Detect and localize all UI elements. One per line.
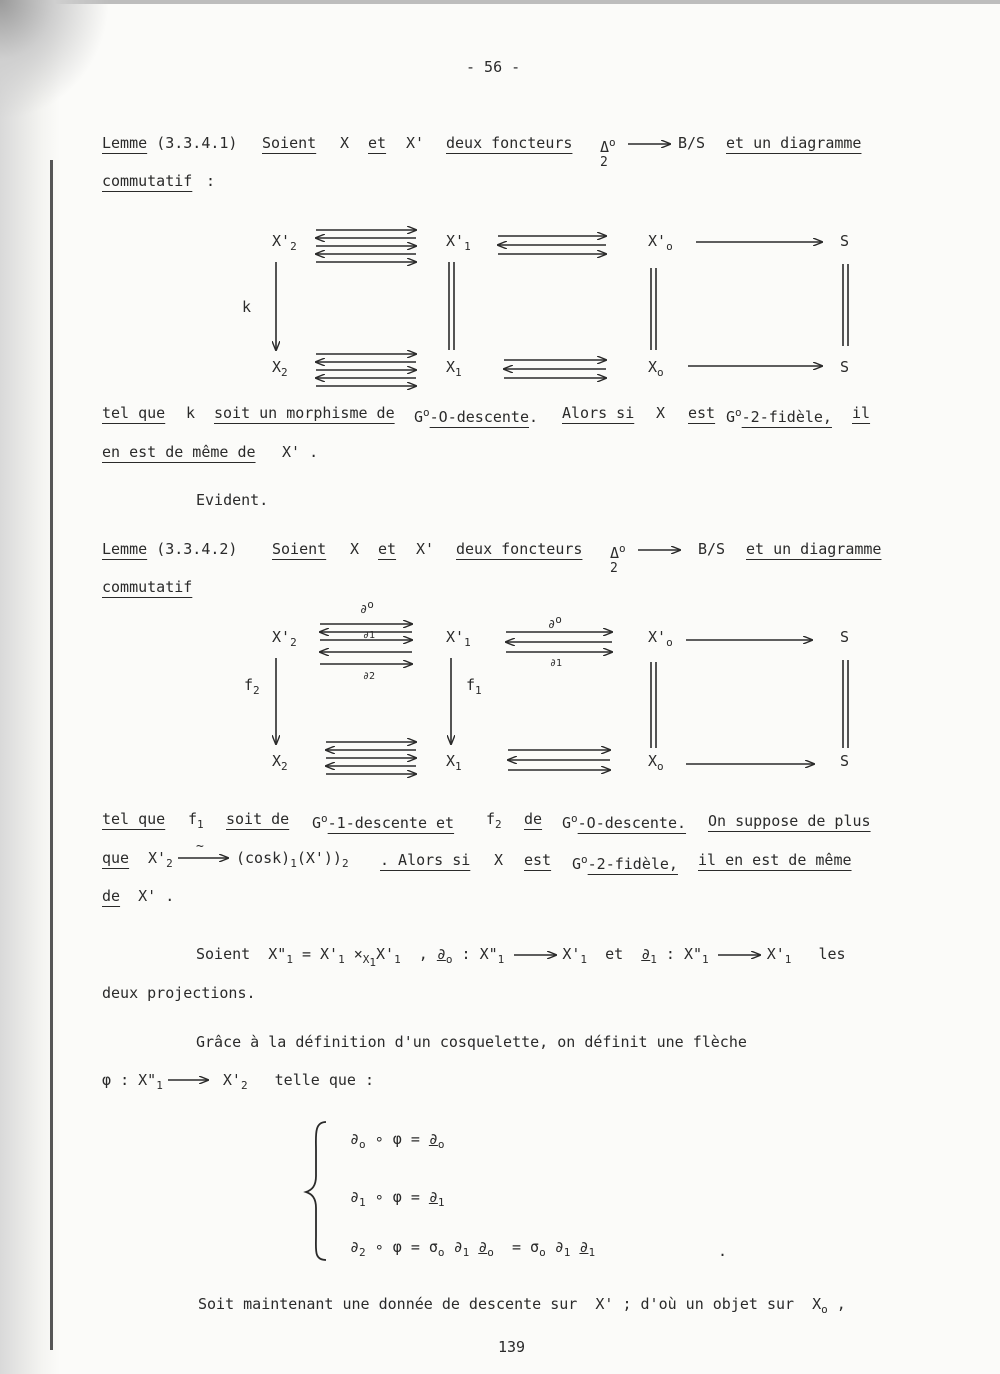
lemma2-g0-descente: $G^o-O$-descente. [562,812,687,832]
lemma2-tilde: ~ [196,839,204,854]
lemma1-delta-sub: 2 [600,155,608,170]
d2-partial-0-right: ∂$^o$ [548,613,562,631]
lemma2-label: Lemme [102,540,148,558]
lemma2-f2: $f_2$ [486,810,502,831]
d2-x0p: $X'_o$ [648,628,673,649]
d2-partial-1-right: ∂1 [550,658,563,669]
d2-partial-1-left: ∂1 [363,630,376,641]
d1-k: k [242,298,252,316]
lemma1-deux-foncteurs: deux foncteurs [446,134,573,152]
d1-x2: $X_2$ [272,358,288,379]
lemma2-il-en-est: il en est de même [698,851,852,869]
lemma2-number: (3.3.4.2) [156,540,238,558]
d1-x0p: $X'_o$ [648,232,673,253]
lemma2-x: X [350,540,360,558]
d2-partial-2-left: ∂2 [363,671,376,682]
lemma1-g2-fidele: $G^o-2$-fidèle, [726,406,832,426]
d2-s-top: S [840,628,850,646]
system-eq1: $\partial_o$ ∘ $\varphi = \partial_o$ [350,1130,445,1151]
page-number-top: - 56 - [466,58,521,76]
d2-x1: $X_1$ [446,752,462,773]
d2-x2: $X_2$ [272,752,288,773]
lemma2-g1-descente: $G^o-1$-descente et [312,812,455,832]
lemma1-alors-si: Alors si [562,404,635,422]
lemma2-que: que [102,849,130,867]
lemma1-et-un-diagramme: et un diagramme [726,134,862,152]
lemma1-bs: B/S [678,134,706,152]
page-number-bottom: 139 [498,1338,526,1356]
lemma1-soient: Soient [262,134,317,152]
lemma1-line2-x: X [656,404,666,422]
lemma2-delta-sub: 2 [610,561,618,576]
d1-x1: $X_1$ [446,358,462,379]
lemma1-line3-xp: X' . [282,443,319,461]
d2-x1p: $X'_1$ [446,628,471,649]
lemma1-k: k [186,404,196,422]
system-eq3: $\partial_2$ ∘ $\varphi = \sigma_o$ $\partial_1$ $\partial_o = \sigma_o$ $\partial_1$ $\partial_1$ [350,1238,596,1259]
phi-line: φ : $X"_1$ $X'_2$ telle que : [102,1071,374,1092]
d1-x1p: $X'_1$ [446,232,471,253]
lemma2-soit-de: soit de [226,810,290,828]
lemma1-est: est [688,404,716,422]
lemma2-xp: X' [416,540,435,558]
lemma1-delta: $\Delta^o$ [600,136,616,156]
d2-partial-0-left: ∂$^o$ [360,598,374,616]
lemma2-on-suppose: On suppose de plus [708,812,871,830]
soient-line: Soient $X"_1 = X'_1 \times_{X_1}X'_1$ , $\partial_o$ : $X"_1$ $X'_1$ et $\partial_1$ : $X"_1$ $X'_1$ les [196,945,846,970]
lemma2-et-un-diagramme: et un diagramme [746,540,882,558]
evident: Evident. [196,491,269,509]
lemma2-est: est [524,851,552,869]
d1-s-top: S [840,232,850,250]
lemma2-tel-que: tel que [102,810,166,828]
d1-x2p: $X'_2$ [272,232,297,253]
d2-s-bottom: S [840,752,850,770]
lemma1-x: X [340,134,350,152]
last-line: Soit maintenant une donnée de descente sur X' ; d'où un objet sur $X_o$ , [198,1295,846,1316]
lemma2-deux-foncteurs: deux foncteurs [456,540,583,558]
system-brace [306,1122,326,1260]
lemma2-f1: $f_1$ [188,810,204,831]
lemma2-delta: $\Delta^o$ [610,542,626,562]
grace-line: Grâce à la définition d'un cosquelette, on définit une flèche [196,1033,747,1051]
lemma1-g0-descente: $G^o-O$-descente. [414,406,539,426]
lemma1-label: Lemme [102,134,148,152]
lemma1-xp: X' [406,134,425,152]
d2-x0: $X_o$ [648,752,664,773]
d1-s-bottom: S [840,358,850,376]
system-eq2: $\partial_1$ ∘ $\varphi = \partial_1$ [350,1188,445,1209]
lemma2-x2p: $X'_2$ [148,849,173,870]
lemma2-bs: B/S [698,540,726,558]
lemma2-line3-x: X [494,851,504,869]
d2-f2: $f_2$ [244,676,260,697]
lemma1-il: il [852,404,871,422]
d2-x2p: $X'_2$ [272,628,297,649]
lemma1-en-est-de-meme: en est de même de [102,443,256,461]
lemma2-line4: de X' . [102,887,175,905]
lemma2-alors-si: . Alors si [380,851,471,869]
lemma2-soient: Soient [272,540,327,558]
d2-f1: $f_1$ [466,676,482,697]
lemma1-et: et [368,134,387,152]
lemma1-tel-que: tel que [102,404,166,422]
lemma2-commutatif: commutatif [102,578,193,596]
system-period: . [718,1242,728,1260]
lemma2-cosk: $(\cos k)_1(X'))_2$ [236,849,349,870]
lemma1-commutatif: commutatif [102,172,193,190]
deux-projections: deux projections. [102,984,256,1002]
lemma2-g2-fidele: $G^o-2$-fidèle, [572,853,678,873]
lemma1-number: (3.3.4.1) [156,134,238,152]
lemma2-et: et [378,540,397,558]
lemma1-soit-un-morphisme: soit un morphisme de [214,404,395,422]
lemma1-colon: : [206,172,216,190]
d1-x0: $X_o$ [648,358,664,379]
lemma2-de: de [524,810,543,828]
